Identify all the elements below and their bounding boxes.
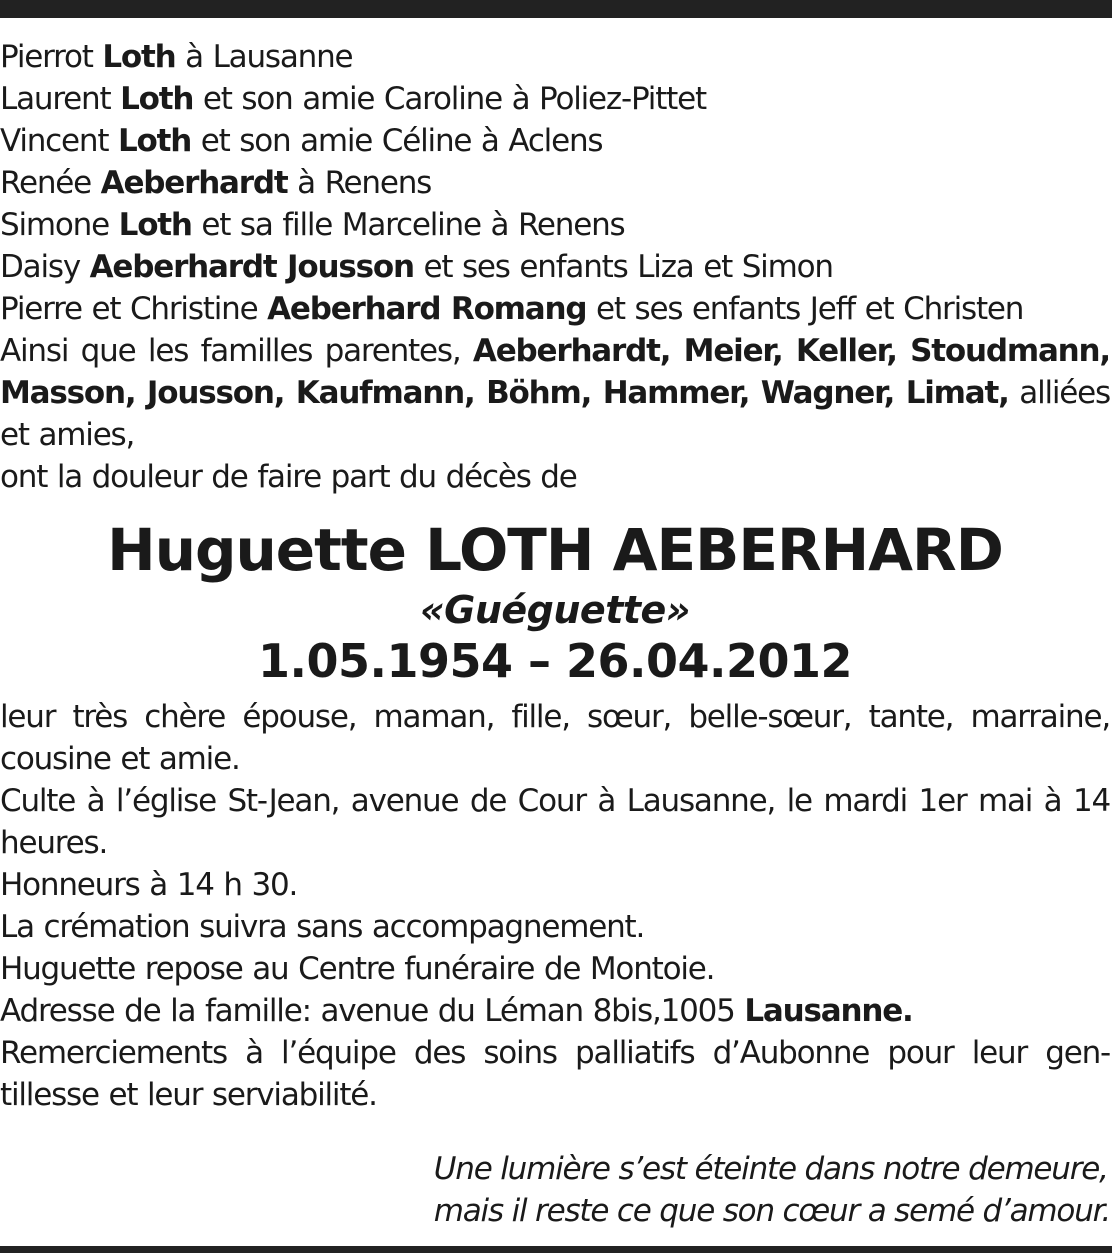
- obituary-notice: [0, 36, 1110, 1116]
- first-name: Laurent: [0, 81, 121, 117]
- honours-text: Honneurs à 14 h 30.: [0, 867, 298, 903]
- families-names: Aeberhardt, Meier, Keller, Stoudmann, Masson, Jousson, Kaufmann, Böhm, Hammer, Wagner, Limat,: [0, 333, 1110, 411]
- location: et son amie Caroline à Poliez-Pittet: [193, 81, 706, 117]
- first-name: Vincent: [0, 123, 118, 159]
- surname: Aeberhardt Jousson: [89, 249, 414, 285]
- family-line-4: [0, 162, 1110, 204]
- location: à Lausanne: [175, 39, 353, 75]
- quote-line-2: mais il reste ce que son cœur a semé d’amour.: [433, 1193, 1110, 1229]
- deceased-name: Huguette LOTH AEBERHARD: [107, 516, 1003, 584]
- first-name: Pierre et Christine: [0, 291, 268, 327]
- life-dates: 1.05.1954 – 26.04.2012: [257, 634, 853, 688]
- quote-line-1: Une lumière s’est éteinte dans notre demeure,: [433, 1151, 1108, 1187]
- location: et ses enfants Jeff et Christen: [586, 291, 1024, 327]
- announcement-line: ont la douleur de faire part du décès de: [0, 459, 577, 495]
- location: et sa fille Marceline à Renens: [191, 207, 625, 243]
- first-name: Renée: [0, 165, 101, 201]
- families-outro: alliées et amies,: [0, 375, 1111, 453]
- surname: Aeberhardt: [100, 165, 288, 201]
- surname: Loth: [120, 81, 194, 117]
- cremation-text: La crémation suivra sans accompagnement.: [0, 909, 645, 945]
- bottom-rule: [0, 1246, 1112, 1253]
- surname: Loth: [102, 39, 176, 75]
- location: à Renens: [287, 165, 432, 201]
- address-city: Lausanne.: [744, 993, 913, 1029]
- family-address: [0, 990, 1110, 1032]
- location: et ses enfants Liza et Simon: [413, 249, 833, 285]
- deceased-nickname: «Guéguette»: [419, 588, 691, 632]
- thanks-text: Remerciements à l’équipe des soins palliatifs d’Aubonne pour leur gen-tillesse et leur serviabilité.: [0, 1035, 1110, 1113]
- family-line-6: [0, 246, 1110, 288]
- families-intro: Ainsi que les familles parentes,: [0, 333, 473, 369]
- service-text: Culte à l’église St-Jean, avenue de Cour à Lausanne, le mardi 1er mai à 14 heures.: [0, 783, 1110, 861]
- family-line-5: [0, 204, 1110, 246]
- relation-text: leur très chère épouse, maman, fille, sœur, belle-sœur, tante, marraine, cousine et amie.: [0, 699, 1110, 777]
- first-name: Daisy: [0, 249, 90, 285]
- family-line-1: [0, 36, 1110, 78]
- family-line-3: [0, 120, 1110, 162]
- first-name: Simone: [0, 207, 119, 243]
- surname: Loth: [118, 207, 192, 243]
- related-families: [0, 330, 1110, 456]
- family-line-7: [0, 288, 1110, 330]
- address-street: Adresse de la famille: avenue du Léman 8bis,1005: [0, 993, 745, 1029]
- family-line-2: [0, 78, 1110, 120]
- surname: Loth: [117, 123, 192, 159]
- surname: Aeberhard Romang: [267, 291, 587, 327]
- details-section: [0, 696, 1110, 1116]
- top-rule: [0, 0, 1112, 18]
- closing-quote: [434, 1148, 1110, 1232]
- rest-place-text: Huguette repose au Centre funéraire de Montoie.: [0, 951, 715, 987]
- location: et son amie Céline à Aclens: [191, 123, 603, 159]
- family-list: [0, 36, 1110, 498]
- first-name: Pierrot: [0, 39, 103, 75]
